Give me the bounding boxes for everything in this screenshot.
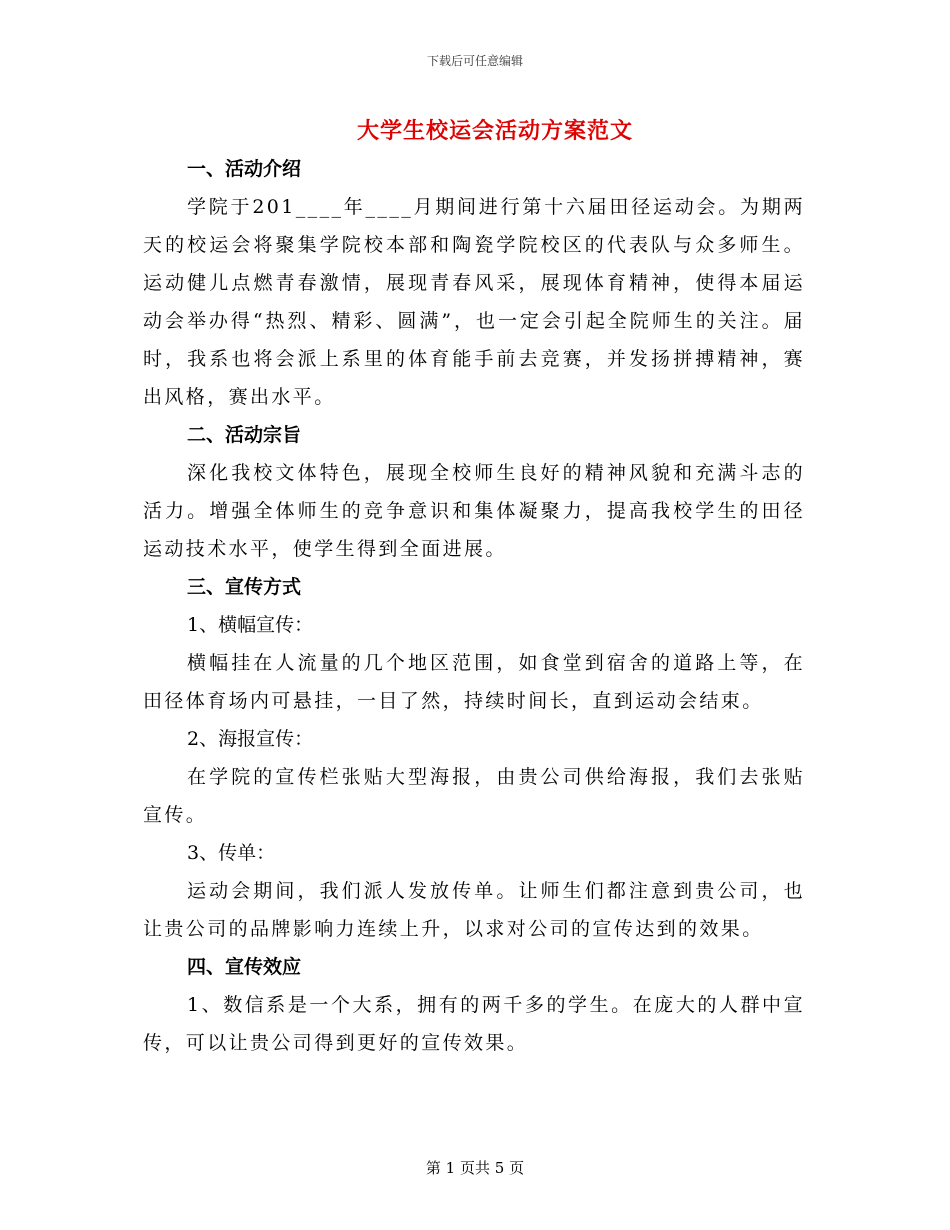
- document-body: [143, 150, 805, 1062]
- section-heading-purpose: 二、活动宗旨: [187, 424, 302, 446]
- subheading-poster: 2、海报宣传：: [187, 728, 314, 750]
- paragraph-poster: 在学院的宣传栏张贴大型海报，由贵公司供给海报，我们去张贴宣传。: [143, 766, 805, 826]
- paragraph-flyer: 运动会期间，我们派人发放传单。让师生们都注意到贵公司，也让贵公司的品牌影响力连续上升，以求对公司的宣传达到的效果。: [143, 880, 805, 940]
- paragraph-purpose: 深化我校文体特色，展现全校师生良好的精神风貌和充满斗志的活力。增强全体师生的竞争意识和集体凝聚力，提高我校学生的田径运动技术水平，使学生得到全面进展。: [143, 462, 805, 560]
- paragraph-intro: 学院于201____年____月期间进行第十六届田径运动会。为期两天的校运会将聚集学院校本部和陶瓷学院校区的代表队与众多师生。运动健儿点燃青春激情，展现青春风采，展现体育精神，使得本届运动会举办得“热烈、精彩、圆满”，也一定会引起全院师生的关注。届时，我系也将会派上系里的体育能手前去竞赛，并发扬拼搏精神，赛出风格，赛出水平。: [143, 196, 805, 408]
- section-heading-intro: 一、活动介绍: [187, 158, 302, 180]
- paragraph-banner: 横幅挂在人流量的几个地区范围，如食堂到宿舍的道路上等，在田径体育场内可悬挂，一目了然，持续时间长，直到运动会结束。: [143, 652, 805, 712]
- subheading-banner: 1、横幅宣传：: [187, 614, 314, 636]
- page-footer: 第 1 页共 5 页: [425, 1159, 525, 1177]
- document-title: 大学生校运会活动方案范文: [356, 118, 633, 144]
- subheading-flyer: 3、传单：: [187, 842, 276, 864]
- page-header: 下载后可任意编辑: [426, 54, 523, 68]
- paragraph-effect: 1、数信系是一个大系，拥有的两千多的学生。在庞大的人群中宣传，可以让贵公司得到更好的宣传效果。: [143, 994, 805, 1054]
- section-heading-effect: 四、宣传效应: [187, 956, 302, 978]
- section-heading-promotion: 三、宣传方式: [187, 576, 302, 598]
